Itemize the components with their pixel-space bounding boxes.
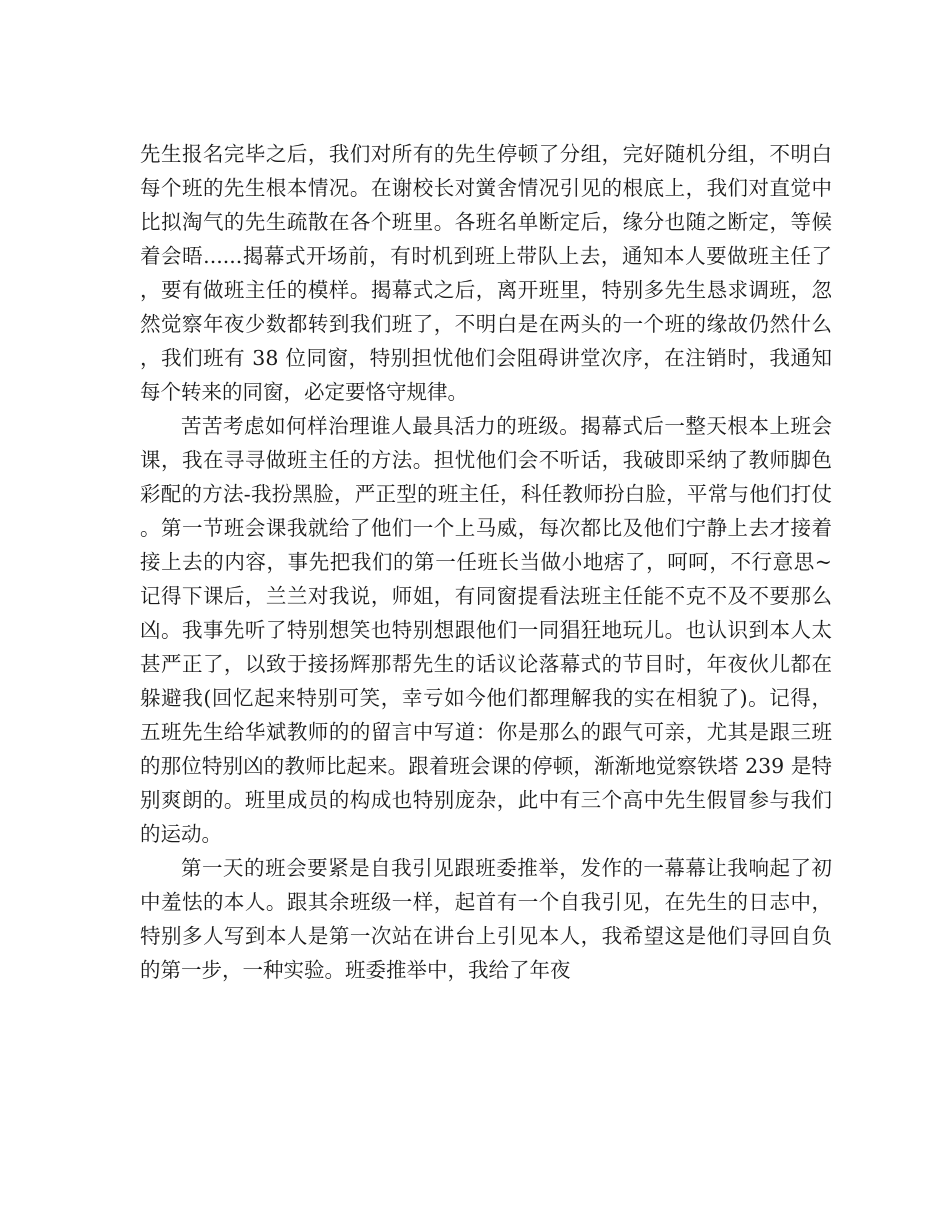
paragraph-1: 先生报名完毕之后，我们对所有的先生停顿了分组，完好随机分组，不明白每个班的先生根本情况。在谢校长对黉舍情况引见的根底上，我们对直觉中比拟淘气的先生疏散在各个班里。各班名单断定后，缘分也随之断定，等候着会晤......揭幕式开场前，有时机到班上带队上去，通知本人要做班主任了，要有做班主任的模样。揭幕式之后，离开班里，特别多先生恳求调班，忽然觉察年夜少数都转到我们班了，不明白是在两头的一个班的缘故仍然什么，我们班有 38 位同窗，特别担忧他们会阻碍讲堂次序，在注销时，我通知每个转来的同窗，必定要恪守规律。	[140, 142, 832, 404]
paragraph-2: 苦苦考虑如何样治理谁人最具活力的班级。揭幕式后一整天根本上班会课，我在寻寻做班主任的方法。担忧他们会不听话，我破即采纳了教师脚色彩配的方法-我扮黑脸，严正型的班主任，科任教师扮白脸，平常与他们打仗。第一节班会课我就给了他们一个上马威，每次都比及他们宁静上去才接着接上去的内容，事先把我们的第一任班长当做小地痞了，呵呵，不行意思~记得下课后，兰兰对我说，师姐，有同窗提看法班主任能不克不及不要那么凶。我事先听了特别想笑也特别想跟他们一同猖狂地玩儿。也认识到本人太甚严正了，以致于接扬辉那帮先生的话议论落幕式的节目时，年夜伙儿都在躲避我(回忆起来特别可笑，幸亏如今他们都理解我的实在相貌了)。记得，五班先生给华斌教师的的留言中写道：你是那么的跟气可亲，尤其是跟三班的那位特别凶的教师比起来。跟着班会课的停顿，渐渐地觉察铁塔 239 是特别爽朗的。班里成员的构成也特别庞杂，此中有三个高中先生假冒参与我们的运动。	[140, 414, 832, 846]
paragraph-3: 第一天的班会要紧是自我引见跟班委推举，发作的一幕幕让我响起了初中羞怯的本人。跟其余班级一样，起首有一个自我引见，在先生的日志中，特别多人写到本人是第一次站在讲台上引见本人，我希望这是他们寻回自负的第一步，一种实验。班委推举中，我给了年夜	[140, 856, 832, 982]
body-text	[140, 137, 832, 987]
